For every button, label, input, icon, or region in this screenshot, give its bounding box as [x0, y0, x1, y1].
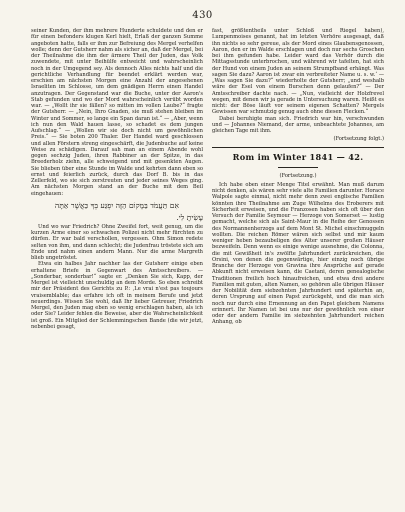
section-title: Rom im Winter 1841 — 42.	[232, 151, 364, 162]
page-number: 430	[192, 10, 213, 21]
paragraph: seiner Kunden, der ihm mehrere Hunderte schuldete und den er für einen befonders klugen Kerl hielt, Erlaß der ganzen Summe angeboten hatte, falls er ihm zur Befreiung des Mergel verhelfen wolle; denn der Gutsherr nahm als sicher an, daß der Mergel, bei der Theilnahme die ihm der ärmere Theil der Juden, das Volk zuwendete, mit unter Beihülfe entweicht und wahrscheinlich noch in der Umgegend sey. Als dennoch Alles nichts half und die gerichtliche Verhandlung für beendet erklärt werden war, erschien am nächsten Morgen eine Anzahl der angesehenen Israeliten im Schlosse, um dem gnädigen Herrn einen Handel anzutragen. Der Gegenstand war die Buche, unter der Aaron's Stab gefunden und wo der Mord wahrscheinlich verübt worden war. — „Wollt ihr sie fällen? so mitten im vollen Laube?“ fragte der Gutsherr. — „Nein, Ihro Gnaden, sie muß stehen bleiben im Winter und Sommer, so lange ein Span daran ist.“ — „Aber, wenn ich nun den Wald hauen lasse, so schadet es dem jungen Aufschlag.“ — „Wollen wir sie doch nicht um gewöhnlichen Preis.“ — Sie boten 200 Thaler. Der Handel ward geschlossen und allen Förstern streng eingeschärft, die Judenbuche auf keine Weise zu schädigen. Darauf sah man an einem Abende wohl gegen sechzig Juden, ihren Rabbiner an der Spitze, in das Breederholz ziehn, alle schweigend und mit gesenkten Augen. Sie blieben über eine Stunde im Walde und kehrten dann eben so ernst und feierlich zurück, durch das Dorf B. bis in das Zellerfeld, wo sie sich zerstreuten und jeder seines Weges ging. Am nächsten Morgen stand an der Buche mit dem Beil eingehauen:	[31, 28, 203, 197]
paragraph: fast, größtentheils unter Schloß und Riegel haben), Lumpenmoises genannt, hat im letzten Verhöre ausgesagt, daß ihn nichts so sehr gereue, als der Mord eines Glaubensgenossen, Aaron, den er im Walde erschlagen und doch nur sechs Groschen bei ihm gefunden habe. Leider ward das Verhör durch die Mittagsstunde unterbrochen, und während wir tafelten, hat sich der Hund von einem Juden an seinem Strumpfband erhängt. Was sagen Sie dazu? Aaron ist zwar ein verbreiteter Name u. s. w.‘ — „Was sagen Sie dazu?“ wiederholte der Gutsherr; „und weshalb wäre der Esel von einem Burschen denn gelaufen?“ — Der Amtsschreiber dachte nach. — „Nun, vielleicht der Holzfrevel wegen, mit denen wir ja gerade in Untersuchung waren. Heißt es nicht: der Böse läuft vor seinem eigenen Schatten? Mergels Gewissen war schmutzig genug auch ohne diesen Flecken.“	[212, 28, 384, 116]
paragraph: Dabei beruhigte man sich. Friedrich war hin, verschwunden und — Johannes Niemand, der arme, unbeachtete Johannes, am gleichen Tage mit ihm.	[212, 115, 384, 134]
right-column	[212, 28, 384, 506]
section-subtitle: (Fortsetzung.)	[279, 172, 317, 179]
paragraph: Ich habe oben einer Menge Titel erwähnt. Man muß darum nicht denken, als wären sehr viele alte Familien darunter. Horace Walpole sagte einmal, nicht mehr denn zwei englische Familien könnten ihre Theilnahme am Zuge Wilhelms des Eroberers mit Sicherheit erweisen, und die Franzosen haben sich oft über den Versuch der Familie Seymour — Herzoge von Somerset — lustig gemacht, welche sich als Saint-Maur in die Reihe der Genossen des Normannenherzogs auf dem Mont St. Michel einschmuggeln wollten. Die reichen Römer wären sich selbst und mir kaum weniger heben bezaubeligen des Alter unserer großen Häuser bezweifeln. Denn wenn es einige wenige ausnehme, die Colonna, die mit Gewißheit in's zwölfte Jahrhundert zurückreichen, die Orsini, von denen die gegenwärtige, hier einzig noch übrige Branche der Herzoge von Gravina ihre Ansprüche auf gerade Abkunft nicht erweisen kann, die Caetani, deren genealogische Traditionen freilich hoch hinaufreichen, und etwa drei andere Familien mit guten, alten Namen, so gehören alle übrigen Häuser der Nobilität dem siebzehnten Jahrhundert und späterhin an, deren Ursprung auf einen Papst zurückgeht, und die man sich noch nur durch eine Ernennung an den Papst gleichem Namens erinnert. Ihr Namen ist bei uns nur der gewöhnlich von einer oder der andern Familie im siebzehnten Jahrhundert reichen Anhang, ob	[212, 181, 384, 326]
title-underline	[278, 167, 318, 168]
left-column	[31, 28, 203, 506]
paragraph: Und wo war Friedrich? Ohne Zweifel fort, weit genug, um die kurzen Arme einer so schwachen Polizei nicht mehr fürchten zu dürfen. Er war bald verschollen, vergessen. Ohm Simon redete selten von ihm, und dann schlecht; die Judenfrau tröstete sich am Ende und nahm einen andern Mann. Nur die arme Margreth blieb ungetröstet.	[31, 223, 203, 261]
hebrew-inscription-end: עָשִׂיתָ לִי.	[176, 212, 203, 222]
hebrew-inscription: אִם תַּעֲמֹד בַּמָּקוֹם הַזֶּה יִפְגַּע בְּךָ כַּאֲשֶׁר אַתָּה	[54, 200, 180, 210]
paragraph: Etwa ein halbes Jahr nachher las der Gutsherr einige eben erhaltene Briefe in Gegenwart des Amtsschreibers. — „Sonderbar, sonderbar!“ sagte er. „Denken Sie sich, Kapp, der Mergel ist vielleicht unschuldig an dem Morde. So eben schreibt mir der Präsident des Gerichts zu P.: ‚Le vrai n'est pas toujours vraisemblable; das erfahre ich oft in meinem Berufe und jetzt neuerdings. Wissen Sie wohl, daß Ihr lieber Getreuer, Friedrich Mergel, den Juden mag eben so wenig erschlagen haben, als ich oder Sie? Leider fehlen die Beweise, aber die Wahrscheinlichkeit ist groß. Ein Mitglied der Schlemmingschen Bande (die wir jetzt, nebenbei gesagt,	[31, 261, 203, 330]
section-divider	[212, 147, 384, 148]
continuation-note: (Fortsetzung folgt.)	[333, 136, 384, 143]
